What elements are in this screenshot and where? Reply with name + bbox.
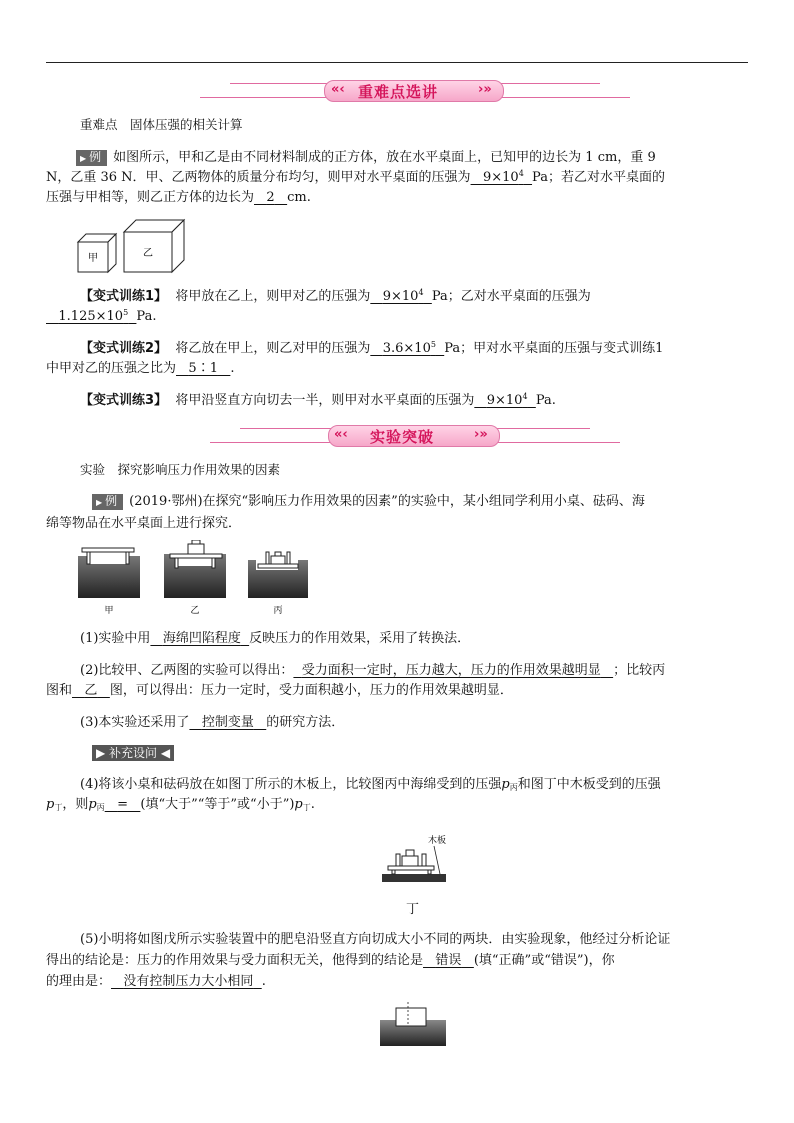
board-figure xyxy=(378,830,458,890)
header-rule xyxy=(46,62,748,63)
figure-label-ding: 丁 xyxy=(406,902,420,917)
answer-blank: 错误 xyxy=(435,953,462,968)
answer-blank: $3.6\times 10^5$ xyxy=(382,340,436,356)
answer-blank: $9\times 10^4$ xyxy=(382,288,424,304)
answer-blank: 海绵凹陷程度 xyxy=(162,631,241,646)
example-tag: ▶ 例 xyxy=(76,150,107,166)
question-1: (1)实验中用 海绵凹陷程度 反映压力的作用效果，采用了转换法． xyxy=(80,631,471,646)
cube-label-yi: 乙 xyxy=(143,248,153,259)
board-label: 木板 xyxy=(428,836,447,846)
variant-2: 【变式训练2】 将乙放在甲上，则乙对甲的压强为 $3.6\times 10^5$ Pa；甲对水平桌面的压强与变式训练1 xyxy=(80,340,664,356)
section-banner-1: «‹ 重难点选讲 ›» xyxy=(200,76,630,104)
section-heading: 实验 探究影响压力作用效果的因素 xyxy=(80,462,281,477)
answer-blank: $1.125\times 10^5$ xyxy=(58,308,129,324)
example-paragraph: ▶ 例 如图所示，甲和乙是由不同材料制成的正方体，放在水平桌面上，已知甲的边长为 1 cm，重 9 xyxy=(76,150,656,166)
answer-blank: 5∶1 xyxy=(188,361,218,376)
answer-blank: 没有控制压力大小相同 xyxy=(123,974,254,989)
banner-title: 实验突破 xyxy=(370,428,435,446)
question-2: (2)比较甲、乙两图的实验可以得出： 受力面积一定时，压力越大，压力的作用效果越明显 ；比较丙 xyxy=(80,663,666,678)
variant-3: 【变式训练3】 将甲沿竖直方向切去一半，则甲对水平桌面的压强为 $9\times 10^4$ Pa. xyxy=(80,392,556,408)
answer-blank: 2 xyxy=(266,190,275,205)
sponge-experiment-figure xyxy=(78,540,318,620)
figure-label-jia: 甲 xyxy=(104,606,114,616)
figure-label-bing: 丙 xyxy=(273,606,283,616)
soap-figure xyxy=(380,1002,450,1052)
answer-blank: $9\times 10^4$ xyxy=(482,169,524,185)
cube-label-jia: 甲 xyxy=(88,253,98,264)
question-3: (3)本实验还采用了 控制变量 的研究方法． xyxy=(80,715,345,730)
example-tag: ▶ 例 xyxy=(92,494,123,510)
answer-blank: = xyxy=(117,797,128,812)
answer-blank: $9\times 10^4$ xyxy=(486,392,528,408)
supplement-tag: ▶ 补充设问 ◀ xyxy=(92,745,174,762)
variant-1: 【变式训练1】 将甲放在乙上，则甲对乙的压强为 $9\times 10^4$ Pa；乙对水平桌面的压强为 xyxy=(80,288,591,304)
answer-blank: 控制变量 xyxy=(201,715,254,730)
figure-label-yi: 乙 xyxy=(190,606,200,616)
answer-blank: 乙 xyxy=(84,683,98,698)
banner-title: 重难点选讲 xyxy=(358,83,439,101)
cubes-figure xyxy=(76,218,186,274)
section-banner-2: «‹ 实验突破 ›» xyxy=(210,421,620,449)
answer-blank: 受力面积一定时，压力越大，压力的作用效果越明显 xyxy=(301,663,601,678)
section-heading: 重难点 固体压强的相关计算 xyxy=(80,117,243,132)
question-4: (4)将该小桌和砝码放在如图丁所示的木板上，比较图丙中海绵受到的压强$p_丙$和图丁中木板受到的压强 xyxy=(80,777,661,792)
question-5: (5)小明将如图戊所示实验装置中的肥皂沿竖直方向切成大小不同的两块．由实验现象，他经过分析论证 xyxy=(80,932,671,947)
example-paragraph: ▶ 例 (2019·鄂州)在探究“影响压力作用效果的因素”的实验中，某小组同学利用小桌、砝码、海 xyxy=(92,494,645,510)
